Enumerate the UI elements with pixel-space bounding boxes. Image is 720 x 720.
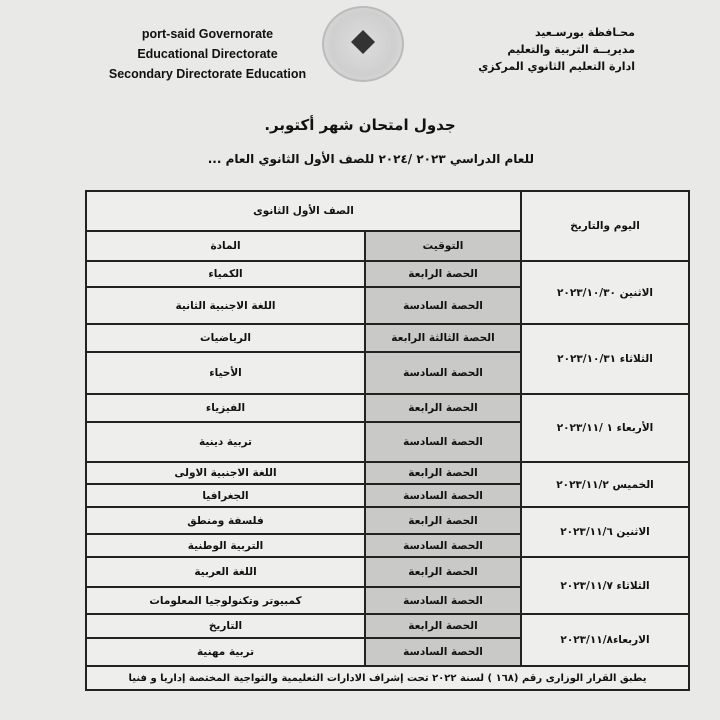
english-header-line: Educational Directorate xyxy=(137,47,278,61)
header-subject: المادة xyxy=(86,231,365,261)
english-header-line: port-said Governorate xyxy=(141,27,274,41)
table-row xyxy=(86,324,689,352)
exam-subject: اللغة الاجنبية الثانية xyxy=(86,287,365,324)
directorate-logo xyxy=(322,6,404,82)
exam-date: الاثنين ٢٠٢٣/١٠/٣٠ xyxy=(521,261,689,324)
table-row xyxy=(86,462,689,484)
header-time: التوقيت xyxy=(365,231,521,261)
exam-subject: الأحياء xyxy=(86,352,365,394)
arabic-header-line: محـافظة بورسـعيد xyxy=(534,26,635,39)
exam-period: الحصة السادسة xyxy=(365,638,521,666)
exam-subject: تربية مهنية xyxy=(86,638,365,666)
arabic-header-line: ادارة التعليم الثانوي المركزي xyxy=(478,60,635,73)
exam-date: الخميس ٢٠٢٣/١١/٢ xyxy=(521,462,689,507)
document-title: جدول امتحان شهر أكتوبر. xyxy=(264,116,456,134)
table-row xyxy=(86,557,689,587)
arabic-header xyxy=(478,24,635,75)
exam-period: الحصة السادسة xyxy=(365,534,521,557)
exam-period: الحصة الرابعة xyxy=(365,614,521,638)
exam-date: الأربعاء ١ /٢٠٢٣/١١ xyxy=(521,394,689,462)
exam-date: الثلاثاء ٢٠٢٣/١٠/٣١ xyxy=(521,324,689,394)
table-row xyxy=(86,507,689,534)
exam-subject: الجغرافيا xyxy=(86,484,365,507)
exam-subject: اللغة العربية xyxy=(86,557,365,587)
exam-subject: الكمياء xyxy=(86,261,365,287)
table-row xyxy=(86,394,689,422)
header-grade: الصف الأول الثانوى xyxy=(86,191,521,231)
exam-subject: فلسفة ومنطق xyxy=(86,507,365,534)
logo-emblem xyxy=(351,30,375,54)
exam-period: الحصة الرابعة xyxy=(365,557,521,587)
exam-date: الثلاثاء ٢٠٢٣/١١/٧ xyxy=(521,557,689,614)
table-row xyxy=(86,614,689,638)
exam-period: الحصة الرابعة xyxy=(365,261,521,287)
english-header xyxy=(100,24,315,84)
exam-period: الحصة السادسة xyxy=(365,287,521,324)
exam-period: الحصة السادسة xyxy=(365,484,521,507)
exam-schedule-table xyxy=(85,190,690,691)
table-row xyxy=(86,261,689,287)
exam-date: الاثنين ٢٠٢٣/١١/٦ xyxy=(521,507,689,557)
exam-period: الحصة الثالثة الرابعة xyxy=(365,324,521,352)
exam-subject: التاريخ xyxy=(86,614,365,638)
exam-subject: اللغة الاجنبية الاولى xyxy=(86,462,365,484)
footer-note: يطبق القرار الوزارى رقم (١٦٨ ) لسنة ٢٠٢٢ تحت إشراف الادارات التعليمية والتواجية المختصة إداريا و فنيا xyxy=(86,666,689,690)
exam-date: الاربعاء٢٠٢٣/١١/٨ xyxy=(521,614,689,666)
header-day-date: اليوم والتاريخ xyxy=(521,191,689,261)
english-header-line: Secondary Directorate Education xyxy=(108,67,307,81)
exam-period: الحصة السادسة xyxy=(365,352,521,394)
exam-period: الحصة الرابعة xyxy=(365,394,521,422)
exam-subject: تربية دينية xyxy=(86,422,365,462)
exam-subject: الفيزياء xyxy=(86,394,365,422)
exam-period: الحصة الرابعة xyxy=(365,507,521,534)
exam-period: الحصة السادسة xyxy=(365,422,521,462)
arabic-header-line: مديريــة التربية والتعليم xyxy=(507,43,635,56)
exam-subject: التربية الوطنية xyxy=(86,534,365,557)
exam-period: الحصة السادسة xyxy=(365,587,521,614)
exam-subject: الرياضيات xyxy=(86,324,365,352)
exam-period: الحصة الرابعة xyxy=(365,462,521,484)
document-subtitle: للعام الدراسي ٢٠٢٣ /٢٠٢٤ للصف الأول الثانوي العام ... xyxy=(207,152,534,166)
exam-subject: كمبيوتر وتكنولوجيا المعلومات xyxy=(86,587,365,614)
